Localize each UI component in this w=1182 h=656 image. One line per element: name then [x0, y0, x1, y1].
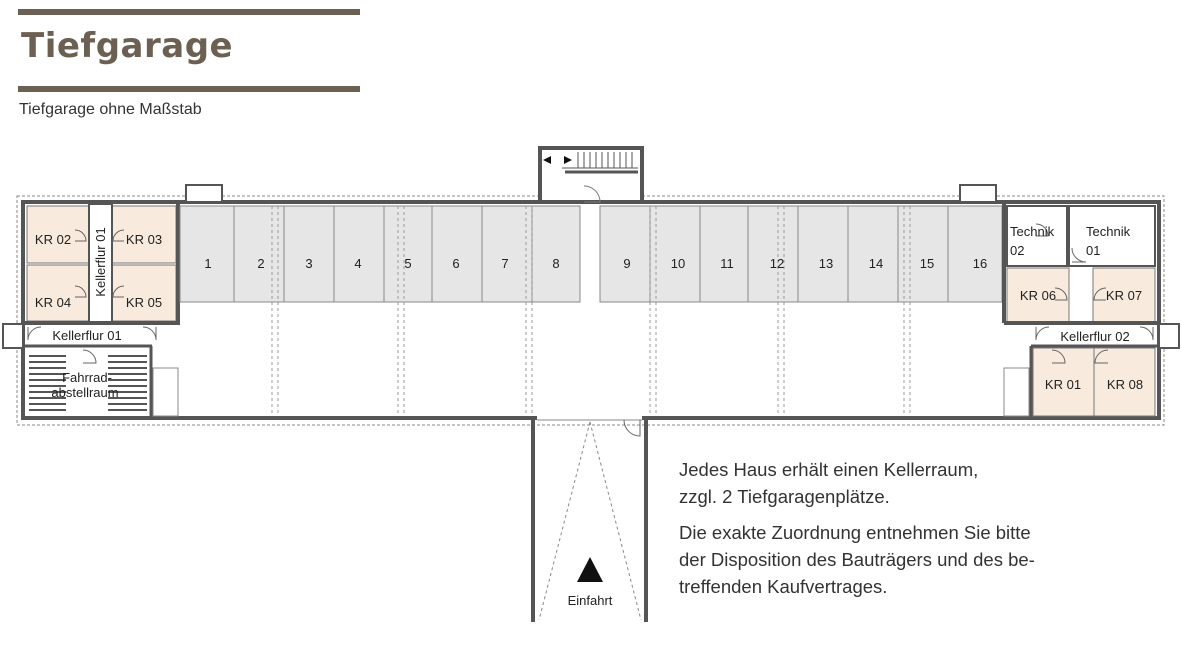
info-p2-line3: treffenden Kaufvertrages.	[679, 576, 888, 597]
info-text	[679, 456, 1099, 609]
parking-label-11: 11	[720, 256, 734, 271]
label-technik02-line2: 02	[1010, 243, 1025, 258]
parking-space-5	[384, 206, 432, 302]
parking-label-16: 16	[972, 256, 988, 271]
info-p2-line2: der Disposition des Bauträgers und des be-	[679, 549, 1035, 570]
label-fahrrad-line2: abstellraum	[51, 385, 119, 400]
room-kr05	[112, 265, 176, 321]
label-kr07: KR 07	[1105, 288, 1143, 303]
label-kellerflur02: Kellerflur 02	[1060, 329, 1130, 344]
label-kr03: KR 03	[125, 232, 163, 247]
label-kr08: KR 08	[1106, 377, 1144, 392]
parking-label-14: 14	[868, 256, 884, 271]
parking-space-10	[650, 206, 700, 302]
parking-label-6: 6	[452, 256, 460, 271]
page-title: Tiefgarage	[21, 26, 234, 66]
ramp-opening	[537, 416, 642, 420]
ramp-door-swing	[624, 420, 640, 436]
label-kr01: KR 01	[1044, 377, 1082, 392]
parking-space-3	[284, 206, 334, 302]
parking-label-7: 7	[501, 256, 509, 271]
info-paragraph-1	[679, 456, 1099, 510]
ramp-guide-left	[539, 422, 590, 620]
info-p2-line1: Die exakte Zuordnung entnehmen Sie bitte	[679, 522, 1031, 543]
label-kr04: KR 04	[34, 295, 72, 310]
parking-label-8: 8	[552, 256, 560, 271]
arrow-up-icon	[577, 557, 603, 582]
ramp-guide-right	[590, 422, 641, 620]
parking-space-16	[948, 206, 1002, 302]
stairwell	[540, 148, 642, 202]
parking-space-6	[432, 206, 482, 302]
page-subtitle: Tiefgarage ohne Maßstab	[19, 101, 202, 118]
parking-label-4: 4	[354, 256, 362, 271]
parking-label-12: 12	[769, 256, 785, 271]
info-paragraph-2	[679, 519, 1099, 600]
label-technik01-line2: 01	[1086, 243, 1101, 258]
parking-space-8	[532, 206, 580, 302]
parking-space-12	[748, 206, 798, 302]
parking-label-13: 13	[818, 256, 834, 271]
parking-space-13	[798, 206, 848, 302]
parking-space-2	[234, 206, 284, 302]
light-shaft-left	[186, 185, 222, 202]
label-fahrrad-line1: Fahrrad-	[62, 370, 112, 385]
parking-space-1	[180, 206, 234, 302]
parking-space-14	[848, 206, 898, 302]
label-technik01-line1: Technik	[1086, 224, 1131, 239]
info-p1-line2: zzgl. 2 Tiefgaragenplätze.	[679, 486, 890, 507]
room-kr04	[27, 265, 89, 321]
parking-space-9	[600, 206, 650, 302]
parking-space-7	[482, 206, 532, 302]
label-technik02-line1: Technik	[1010, 224, 1055, 239]
parking-label-15: 15	[919, 256, 935, 271]
parking-space-4	[334, 206, 384, 302]
side-shaft-right	[1159, 324, 1179, 348]
parking-label-5: 5	[404, 256, 412, 271]
parking-label-3: 3	[305, 256, 313, 271]
label-kr05: KR 05	[125, 295, 163, 310]
label-einfahrt: Einfahrt	[567, 593, 613, 608]
parking-label-2: 2	[257, 256, 265, 271]
side-shaft-left	[3, 324, 23, 348]
label-kellerflur01-vertical: Kellerflur 01	[93, 227, 108, 297]
label-kr06: KR 06	[1019, 288, 1057, 303]
label-kellerflur01: Kellerflur 01	[52, 328, 122, 343]
parking-space-11	[700, 206, 748, 302]
parking-space-15	[898, 206, 948, 302]
label-kr02: KR 02	[34, 232, 72, 247]
parking-label-9: 9	[623, 256, 631, 271]
parking-label-1: 1	[204, 256, 212, 271]
light-shaft-right	[960, 185, 996, 202]
parking-label-10: 10	[670, 256, 686, 271]
info-p1-line1: Jedes Haus erhält einen Kellerraum,	[679, 459, 979, 480]
